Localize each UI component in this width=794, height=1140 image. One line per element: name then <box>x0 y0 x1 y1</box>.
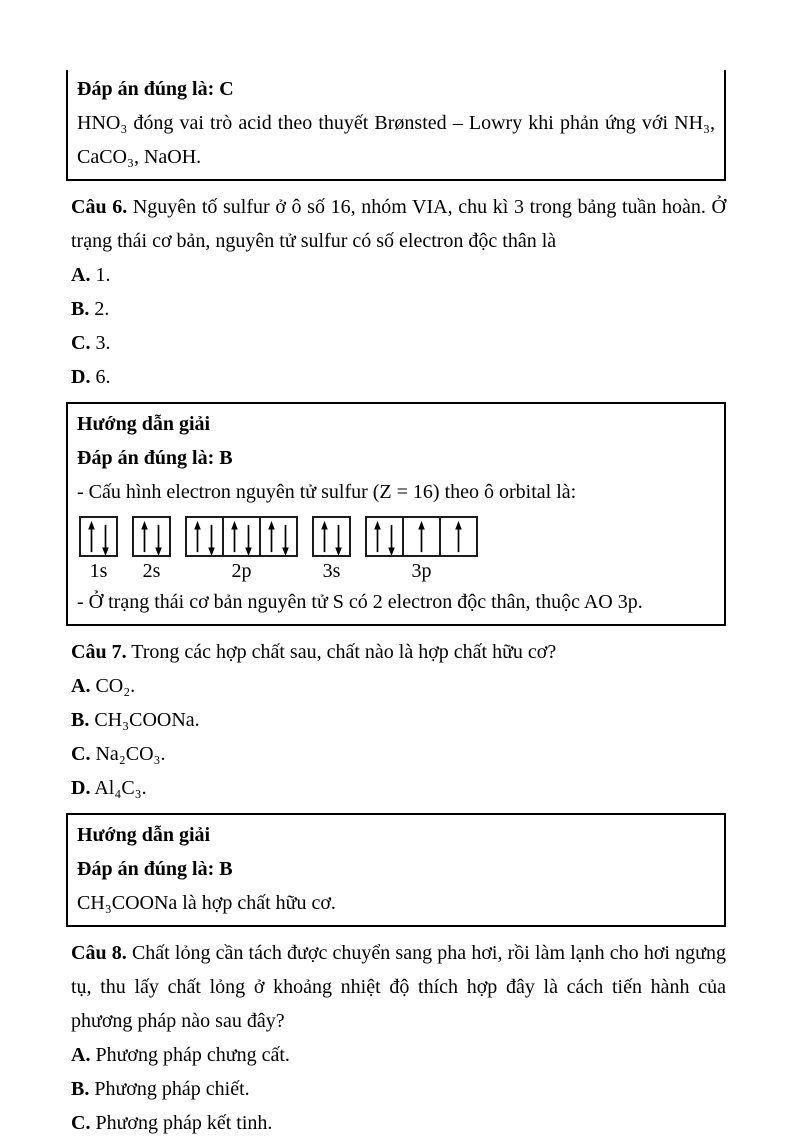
solution-box-q6 <box>66 402 726 626</box>
option-text: Na₂CO₃. <box>95 743 166 765</box>
orbital-cell <box>439 516 478 557</box>
question-7-option-c <box>66 737 726 771</box>
electron-up-arrow-icon <box>139 521 150 553</box>
question-7-text: Trong các hợp chất sau, chất nào là hợp chất hữu cơ? <box>131 641 557 663</box>
orbital-cell <box>132 516 171 557</box>
option-label: A. <box>71 675 91 697</box>
solution-conclusion: - Ở trạng thái cơ bản nguyên tử S có 2 electron độc thân, thuộc AO 3p. <box>77 591 643 613</box>
option-text: Al₄C₃. <box>94 777 147 799</box>
option-text: 1. <box>95 264 111 286</box>
option-label: D. <box>71 777 91 799</box>
electron-up-arrow-icon <box>86 521 97 553</box>
option-text: Phương pháp chiết. <box>94 1078 250 1100</box>
option-label: B. <box>71 1078 90 1100</box>
solution-body: CH₃COONa là hợp chất hữu cơ. <box>77 892 336 914</box>
electron-down-arrow-icon <box>153 524 164 556</box>
answer-line: Đáp án đúng là: C <box>77 78 234 100</box>
orbital-label: 2p <box>231 560 252 582</box>
orbital-group-3s <box>312 516 351 583</box>
option-label: A. <box>71 264 91 286</box>
orbital-label: 3p <box>411 560 432 582</box>
option-text: 3. <box>95 332 111 354</box>
orbital-label: 1s <box>89 560 108 582</box>
question-6 <box>66 190 726 258</box>
answer-line: Đáp án đúng là: B <box>77 858 233 880</box>
electron-down-arrow-icon <box>243 524 254 556</box>
electron-up-arrow-icon <box>453 521 464 553</box>
electron-up-arrow-icon <box>416 521 427 553</box>
question-8-text: Chất lỏng cần tách được chuyển sang pha hơi, rồi làm lạnh cho hơi ngưng tụ, thu lấy chất lỏng ở khoảng nhiệt độ thích hợp đây là cách tiến hành của phương pháp nào sau đây? <box>71 942 726 1032</box>
option-label: B. <box>71 298 90 320</box>
option-text: Phương pháp chưng cất. <box>95 1044 290 1066</box>
option-text: 2. <box>94 298 110 320</box>
solution-heading: Hướng dẫn giải <box>77 413 211 435</box>
orbital-diagram <box>79 516 715 583</box>
orbital-group-3p <box>365 516 478 583</box>
question-8-option-c <box>66 1106 726 1140</box>
question-6-label: Câu 6. <box>71 196 128 218</box>
solution-heading: Hướng dẫn giải <box>77 824 211 846</box>
solution-body: HNO₃ đóng vai trò acid theo thuyết Brønsted – Lowry khi phản ứng với NH₃, CaCO₃, NaOH. <box>77 112 715 168</box>
question-7-option-d <box>66 771 726 805</box>
orbital-label: 2s <box>142 560 161 582</box>
option-text: Phương pháp kết tinh. <box>95 1112 273 1134</box>
option-label: C. <box>71 743 91 765</box>
orbital-group-1s <box>79 516 118 583</box>
question-8-label: Câu 8. <box>71 942 127 964</box>
question-8-option-a <box>66 1038 726 1072</box>
orbital-group-2s <box>132 516 171 583</box>
electron-up-arrow-icon <box>266 521 277 553</box>
electron-down-arrow-icon <box>100 524 111 556</box>
orbital-cell <box>259 516 298 557</box>
electron-down-arrow-icon <box>333 524 344 556</box>
electron-up-arrow-icon <box>192 521 203 553</box>
option-label: C. <box>71 332 91 354</box>
electron-up-arrow-icon <box>229 521 240 553</box>
orbital-cell <box>312 516 351 557</box>
question-7-label: Câu 7. <box>71 641 127 663</box>
question-6-option-a <box>66 258 726 292</box>
question-6-option-c <box>66 326 726 360</box>
solution-box-top <box>66 70 726 181</box>
electron-down-arrow-icon <box>206 524 217 556</box>
question-6-option-d <box>66 360 726 394</box>
question-7-option-b <box>66 703 726 737</box>
answer-line: Đáp án đúng là: B <box>77 447 233 469</box>
solution-box-q7 <box>66 813 726 927</box>
question-7 <box>66 635 726 669</box>
electron-down-arrow-icon <box>280 524 291 556</box>
question-6-text: Nguyên tố sulfur ở ô số 16, nhóm VIA, chu kì 3 trong bảng tuần hoàn. Ở trạng thái cơ bản, nguyên tử sulfur có số electron độc thân là <box>71 196 727 252</box>
orbital-cell <box>185 516 224 557</box>
option-text: CO₂. <box>95 675 136 697</box>
option-label: C. <box>71 1112 91 1134</box>
option-label: A. <box>71 1044 91 1066</box>
electron-down-arrow-icon <box>386 524 397 556</box>
solution-intro: - Cấu hình electron nguyên tử sulfur (Z = 16) theo ô orbital là: <box>77 481 577 503</box>
option-label: D. <box>71 366 91 388</box>
option-text: CH₃COONa. <box>94 709 200 731</box>
question-8 <box>66 936 726 1038</box>
orbital-cell <box>222 516 261 557</box>
orbital-cell <box>79 516 118 557</box>
option-text: 6. <box>95 366 111 388</box>
electron-up-arrow-icon <box>319 521 330 553</box>
electron-up-arrow-icon <box>372 521 383 553</box>
question-8-option-b <box>66 1072 726 1106</box>
orbital-group-2p <box>185 516 298 583</box>
option-label: B. <box>71 709 90 731</box>
orbital-cell <box>402 516 441 557</box>
orbital-label: 3s <box>322 560 341 582</box>
orbital-cell <box>365 516 404 557</box>
question-6-option-b <box>66 292 726 326</box>
question-7-option-a <box>66 669 726 703</box>
